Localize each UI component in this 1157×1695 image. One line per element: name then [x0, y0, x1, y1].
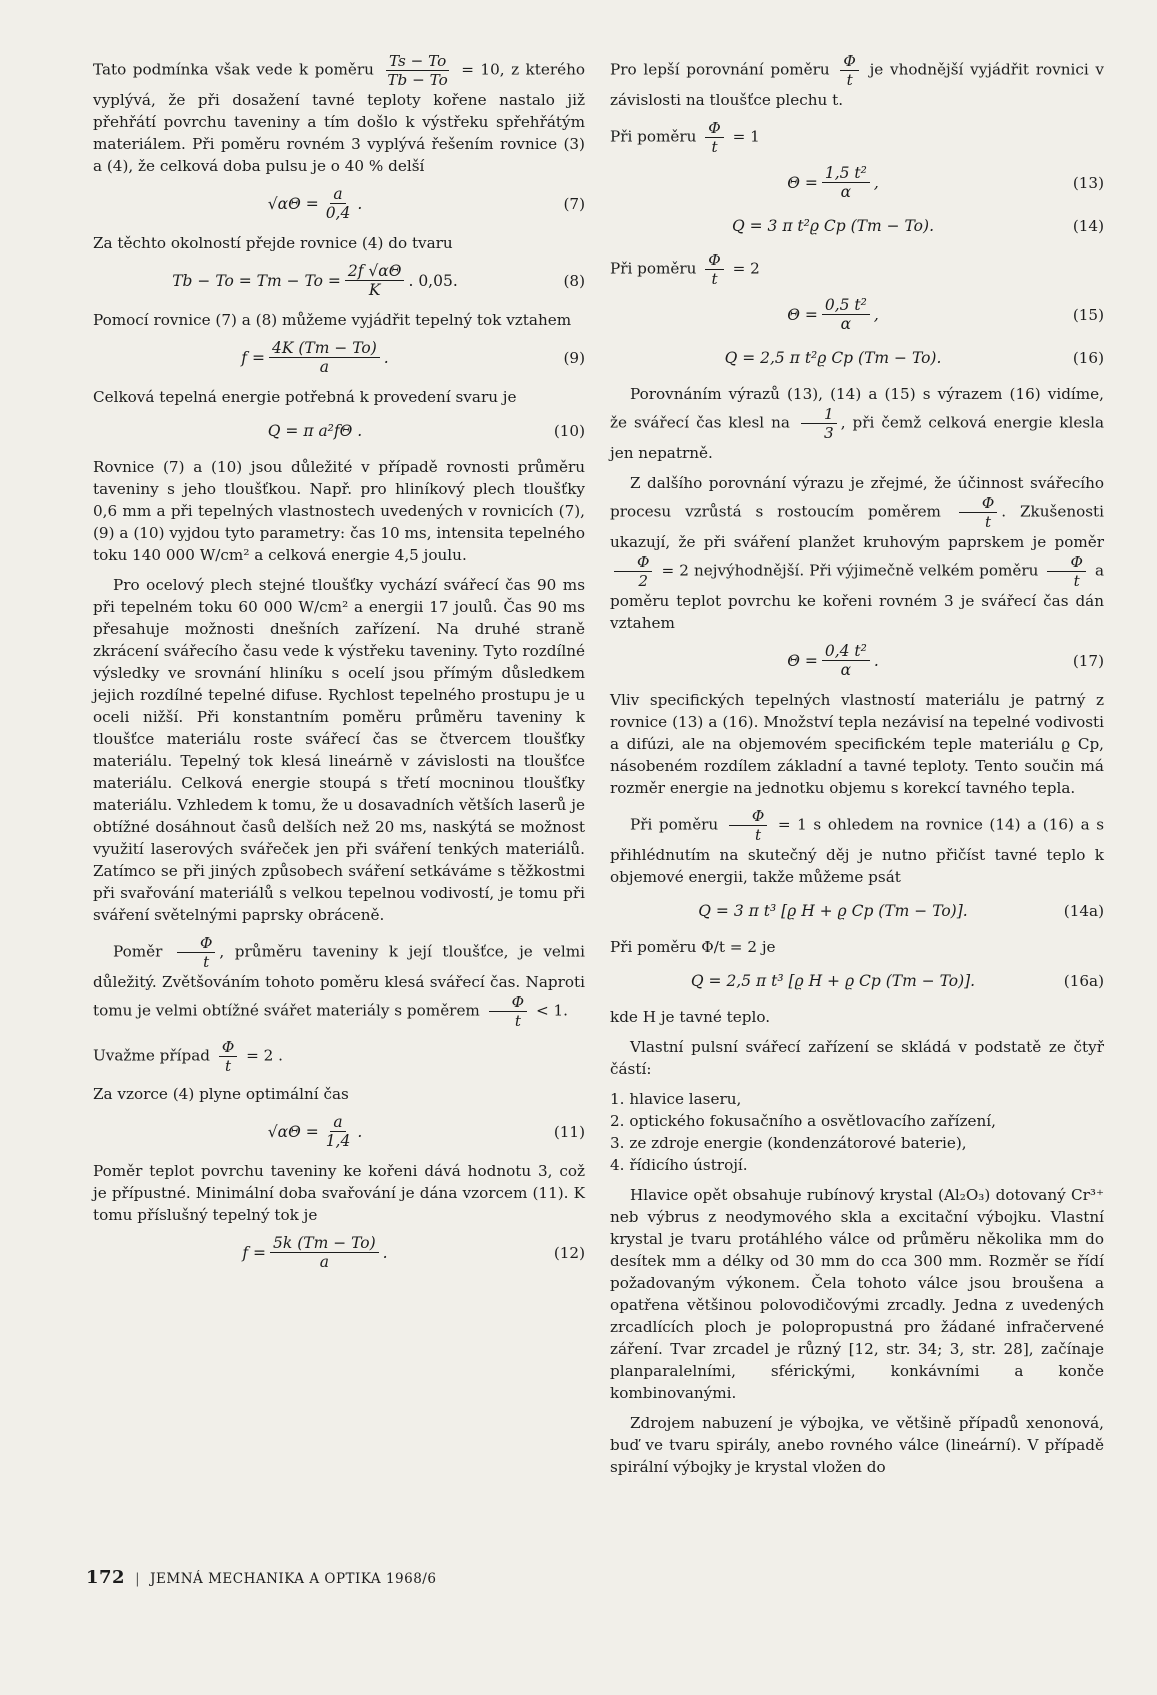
- paragraph: Za vzorce (4) plyne optimální čas: [93, 1085, 349, 1103]
- paragraph: Pro ocelový plech stejné tloušťky vychází svářecí čas 90 ms při tepelném toku 60 000 W/cm² a energii 17 joulů. Čas 90 ms přesahuje možnosti dnešních zařízení. Na druhé straně zkrácení svářecího času vede k výstřeku taveniny. Tyto rozdílné výsledky ve srovnání hliníku s ocelí jsou přímým důsledkem jejich rozdílné tepelné difuse. Rychlost tepelného prostupu je u oceli nižší. Při konstantním poměru průměru taveniny k tloušťce materiálu roste svářecí čas se čtvercem tloušťky materiálu. Tepelný tok klesá lineárně v závislosti na tloušťce materiálu. Celková energie stoupá s třetí mocninou tloušťky materiálu. Vzhledem k tomu, že u dosavadních větších laserů je obtížné dosáhnout časů delších než 20 ms, naskýtá se možnost využití laserových svářeček jen při sváření tenkých materiálů. Zatímco se při jiných způsobech sváření setkáváme s těžkostmi při svařování materiálů s velkou tepelnou vodivostí, je tomu při sváření světelnými paprsky obráceně.: [93, 576, 585, 924]
- paragraph: Rovnice (7) a (10) jsou důležité v případě rovnosti průměru taveniny s jeho tloušťkou. Např. pro hliníkový plech tloušťky 0,6 mm a při tepelných vlastnostech uvedených v rovnicích (7), (9) a (10) vyjdou tyto parametry: čas 10 ms, intensita tepelného toku 140 000 W/cm² a celková energie 4,5 joulu.: [93, 458, 585, 564]
- page-footer: [86, 1567, 436, 1588]
- paragraph: Poměr teplot povrchu taveniny ke kořeni dává hodnotu 3, což je přípustné. Minimální doba svařování je dána vzorcem (11). K tomu příslušný tepelný tok je: [93, 1162, 585, 1224]
- equation-16a: Q = 2,5 π t³ [ϱ H + ϱ Cp (Tm − To)]. (16a): [690, 972, 1104, 990]
- list-item: 4. řídicího ústrojí.: [610, 1156, 748, 1174]
- paragraph: Uvažme případ $\frac{\Phi}{t}$ = 2 .: [93, 1038, 283, 1075]
- equation-number: (8): [563, 271, 585, 290]
- list-item: 1. hlavice laseru,: [610, 1090, 742, 1108]
- paragraph: Hlavice opět obsahuje rubínový krystal (Al₂O₃) dotovaný Cr³⁺ neb výbrus z neodymového skla a excitační výbojku. Vlastní krystal je tvaru protáhlého válce od průměru několika mm do desítek mm a délky od 30 mm do cca 300 mm. Rozměr se řídí požadovaným výkonem. Čela tohoto válce jsou broušena a opatřena většinou polovodičovými zrcadly. Jedna z uvedených zrcadlících ploch je polopropustná pro žádané infračervené záření. Tvar zrcadel je různý [12, str. 34; 3, str. 28], začínaje planparalelními, sférickými, konkávními a konče kombinovanými.: [610, 1186, 1104, 1402]
- right-column: [610, 52, 1104, 1486]
- paragraph: Tato podmínka však vede k poměru $\frac{Ts - To}{Tb - To}$ = 10, z kterého vyplývá, že při dosažení tavné teploty kořene nastalo již přehřátí povrchu taveniny a tím došlo k výstřeku spřehřátým materiálem. Při poměru rovném 3 vyplývá řešením rovnice (3) a (4), že celková doba pulsu je o 40 % delší: [93, 52, 586, 175]
- paragraph: Porovnáním výrazů (13), (14) a (15) s výrazem (16) vidíme, že svářecí čas klesl na $\frac{1}{3}$ , při čemž celková energie klesla jen nepatrně.: [610, 385, 1105, 462]
- component-list: [610, 1088, 1104, 1176]
- equation-number: (14): [1072, 217, 1104, 235]
- paragraph: Při poměru $\frac{\Phi}{t}$ = 2: [610, 251, 760, 288]
- ratio-fraction: $\frac{Ts - To}{Tb - To}$: [387, 52, 448, 89]
- equation-17: Θ = $\frac{\text{0,4 t²}}{\alpha}$ . (17): [787, 642, 1104, 679]
- paragraph: kde H je tavné teplo.: [610, 1008, 771, 1026]
- equation-16: Q = 2,5 π t²ϱ Cp (Tm − To). (16): [724, 349, 1104, 367]
- paragraph: Vliv specifických tepelných vlastností materiálu je patrný z rovnice (13) a (16). Množství tepla nezávisí na tepelné vodivosti a difúzi, ale na objemovém specifickém teple materiálu ϱ Cp, násobeném rozdílem základní a tavné teploty. Tento součin má rozměr energie na jednotku objemu s korekcí tavného tepla.: [610, 691, 1104, 797]
- equation-number: (9): [563, 348, 585, 367]
- paragraph: Pro lepší porovnání poměru $\frac{\Phi}{t}$ je vhodnější vyjádřit rovnici v závislosti na tloušťce plechu t.: [610, 52, 1105, 109]
- left-column: [93, 52, 585, 1281]
- equation-number: (14a): [1063, 902, 1104, 920]
- equation-number: (16): [1072, 349, 1104, 367]
- paragraph: Při poměru Φ/t = 2 je: [610, 938, 776, 956]
- equation-14: Q = 3 π t²ϱ Cp (Tm − To). (14): [731, 217, 1104, 235]
- equation-number: (7): [563, 194, 585, 213]
- equation-15: Θ = $\frac{\text{0,5 t²}}{\alpha}$ , (15): [787, 296, 1104, 333]
- equation-number: (10): [553, 422, 585, 440]
- paragraph: Zdrojem nabuzení je výbojka, ve většině případů xenonová, buď ve tvaru spirály, anebo rovného válce (lineární). V případě spirální výbojky je krystal vložen do: [610, 1414, 1104, 1476]
- equation-10: Q = π a²fΘ . (10): [267, 422, 585, 440]
- paragraph: Při poměru $\frac{\Phi}{t}$ = 1 s ohledem na rovnice (14) a (16) a s přihlédnutím na skutečný děj je nutno přičíst tavné teplo k objemové energii, takže můžeme psát: [610, 807, 1105, 886]
- paragraph: Pomocí rovnice (7) a (8) můžeme vyjádřit tepelný tok vztahem: [93, 311, 572, 329]
- list-item: 3. ze zdroje energie (kondenzátorové baterie),: [610, 1134, 967, 1152]
- paragraph: Za těchto okolností přejde rovnice (4) do tvaru: [93, 234, 453, 252]
- list-item: 2. optického fokusačního a osvětlovacího zařízení,: [610, 1112, 996, 1130]
- paragraph: Vlastní pulsní svářecí zařízení se skládá v podstatě ze čtyř částí:: [610, 1038, 1104, 1078]
- equation-number: (12): [553, 1243, 585, 1262]
- paragraph: Celková tepelná energie potřebná k provedení svaru je: [93, 388, 517, 406]
- footer-separator: |: [135, 1571, 141, 1587]
- paragraph: Poměr $\frac{\Phi}{t}$ , průměru taveniny k její tloušťce, je velmi důležitý. Zvětšováním tohoto poměru klesá svářecí čas. Naproti tomu je velmi obtížné svářet materiály s poměrem $\frac{\Phi}{t}$ < 1.: [93, 934, 586, 1030]
- equation-9: f = $\frac{4K (Tm - To)}{a}$ . (9): [241, 339, 585, 376]
- paragraph: Při poměru $\frac{\Phi}{t}$ = 1: [610, 119, 760, 156]
- equation-11: √αΘ = $\frac{a}{1,4}$ . (11): [267, 1113, 585, 1150]
- equation-number: (17): [1072, 651, 1104, 670]
- equation-13: Θ = $\frac{\text{1,5 t²}}{\alpha}$ , (13): [787, 164, 1104, 201]
- page-number: 172: [86, 1567, 126, 1588]
- equation-number: (15): [1072, 305, 1104, 324]
- equation-14a: Q = 3 π t³ [ϱ H + ϱ Cp (Tm − To)]. (14a): [698, 902, 1104, 920]
- paragraph: Z dalšího porovnání výrazu je zřejmé, že účinnost svářecího procesu vzrůstá s rostoucím poměrem $\frac{\Phi}{t}$ . Zkušenosti ukazují, že při sváření planžet kruhovým paprskem je poměr $\frac{\Phi}{2}$ = 2 nejvýhodnější. Při výjimečně velkém poměru $\frac{\Phi}{t}$ a poměru teplot povrchu ke kořeni rovném 3 je svářecí čas dán vztahem: [610, 474, 1105, 632]
- equation-number: (13): [1072, 173, 1104, 192]
- equation-number: (11): [553, 1122, 585, 1141]
- equation-7: √αΘ = $\frac{a}{0,4}$ . (7): [267, 185, 585, 222]
- journal-title: JEMNÁ MECHANIKA A OPTIKA 1968/6: [150, 1571, 437, 1587]
- equation-number: (16a): [1063, 972, 1104, 990]
- equation-8: Tb − To = Tm − To = $\frac{2f √\alpha\Theta}{K}$ . 0,05. (8): [172, 262, 585, 299]
- equation-12: f = $\frac{5k (Tm - To)}{a}$ . (12): [242, 1234, 585, 1271]
